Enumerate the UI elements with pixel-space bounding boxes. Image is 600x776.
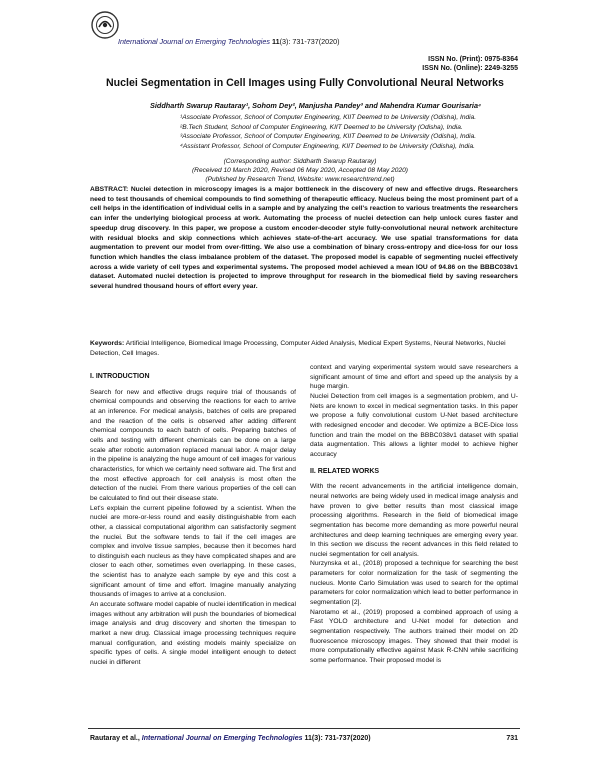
abstract: ABSTRACT: Nuclei detection in microscopy images is a major bottleneck in the discovery of new and effective drugs. Researchers need to test thousands of chemical compounds to find something of therapeutic efficacy. Nucleus being the most prominent part of a cell helps in the identification of individual cells in a sample and by analyzing the cell's reaction to various treatments the researchers can infer the underlying biological process at work. Automating the process of nuclei detection can help unlock cures faster and speedup drug discovery. In this paper, we propose a custom encoder-decoder style fully-convolutional neural network architecture with residual blocks and skip connections which achieves state-of-the-art accuracy. We use spatial transformations for data augmentation to prevent our model from over-fitting. We also use a combination of binary cross-entropy and dice-loss for our loss function which handles the class imbalance problem of the dataset. The proposed model is capable of segmenting nuclei effectively across a wide variety of cell types and experimental systems. The proposed model achieved a mean IOU of 94.86 on the BBBC038v1 dataset. Automated nuclei detection is projected to improve throughput for research in the biomedical field by saving researchers several hundred thousand hours of effort every year. <box>90 186 518 291</box>
left-column <box>90 372 296 668</box>
footer-divider <box>88 728 520 729</box>
paragraph: Nuclei Detection from cell images is a segmentation problem, and U-Nets are known to excel in medical segmentation tasks. In this paper we propose a fully convolutional custom U-Net based architecture with redesigned encoder and decoder. We optimize a BCE-Dice loss function and train the model on the BBBC038v1 dataset with spatial data augmentation. This allows a lighter model to achieve higher accuracy <box>310 392 518 458</box>
paragraph: Narotamo et al., (2019) proposed a combined approach of using a Fast YOLO architecture and U-Net model for detection and segmentation respectively. The authors trained their model on 2D fluorescence microscopy images. They showed that their model is more computationally effective against Mask R-CNN while sacrificing some performance. Their proposed model is <box>310 608 518 665</box>
paragraph: Nurzynska et al., (2018) proposed a technique for searching the best parameters for color normalization for the task of segmenting the nucleus. Monte Carlo Simulation was used to search for the optimal parameters for color normalization which lead to better performance in segmentation [2]. <box>310 560 518 607</box>
affiliation-2: ²B.Tech Student, School of Computer Engineering, KIIT Deemed to be University (Odisha), India. <box>180 123 463 131</box>
keywords-label: Keywords: <box>90 340 125 347</box>
correspondence-block <box>150 157 450 184</box>
footer-journal: International Journal on Emerging Technologies <box>141 735 303 742</box>
publisher-line: (Published by Research Trend, Website: www.researchtrend.net) <box>205 176 395 183</box>
paragraph: Let's explain the current pipeline followed by a scientist. When the nuclei are more-or-less round and easily distinguishable from each other, a classical computational algorithm can satisfactorily segment the nuclei. But the software tends to fail if the cell images are complex and involve tissue samples, because then it becomes hard to distinguish each nucleus as they have complicated shapes and are closer to each other, sometimes even overlapping. In these cases, the scientist has to analyze each sample by eye and this cost a significant amount of time and effort. Imagine manually analyzing thousands of images to arrive at a conclusion. <box>90 504 296 599</box>
affiliation-4: ⁴Assistant Professor, School of Computer Engineering, KIIT Deemed to be University (Odisha), India. <box>180 142 475 150</box>
issn-online: ISSN No. (Online): 2249-3255 <box>422 65 518 72</box>
author-list: Siddharth Swarup Rautaray¹, Sohom Dey², Manjusha Pandey³ and Mahendra Kumar Gourisaria⁴ <box>150 101 482 110</box>
footer-volume-pages: 11(3): 731-737(2020) <box>304 735 371 742</box>
paragraph: An accurate software model capable of nuclei identification in medical images without any arbitration will push the boundaries of biomedical image analysis and drug discovery and shorten the timespan to market a new drug. Classical image processing techniques require manual configuration, and existing models mainly specialize on specific types of cells. A single model intelligent enough to detect nuclei in different <box>90 601 296 667</box>
issn-block <box>422 55 518 73</box>
journal-name: International Journal on Emerging Technologies <box>118 37 270 46</box>
journal-citation <box>118 37 340 46</box>
issn-print: ISSN No. (Print): 0975-8364 <box>428 56 518 63</box>
corresponding-author: (Corresponding author: Siddharth Swarup Rautaray) <box>223 158 377 165</box>
page-number: 731 <box>506 735 518 742</box>
journal-issue-pages: (3): 731-737(2020) <box>279 37 340 46</box>
keywords <box>90 339 518 358</box>
section-heading-introduction: I. INTRODUCTION <box>90 373 150 380</box>
affiliation-3: ³Associate Professor, School of Computer Engineering, KIIT Deemed to be University (Odisha), India. <box>180 133 477 140</box>
paper-title: Nuclei Segmentation in Cell Images using Fully Convolutional Neural Networks <box>106 77 504 89</box>
received-dates: (Received 10 March 2020, Revised 06 May 2020, Accepted 08 May 2020) <box>191 167 408 174</box>
right-column <box>310 363 518 666</box>
affiliation-1: ¹Associate Professor, School of Computer Engineering, KIIT Deemed to be University (Odisha), India. <box>180 114 477 121</box>
journal-logo-icon <box>90 10 120 40</box>
section-heading-related-works: II. RELATED WORKS <box>310 467 380 475</box>
paragraph: With the recent advancements in the artificial intelligence domain, neural networks are being widely used in medical image analysis and have proven to give better results than most classical image processing algorithms. Research in the field of biomedical image segmentation has become more demanding as more powerful neural architectures and deep learning techniques are emerging every year. In this section we discuss the recent advances in this field related to nuclei segmentation for cell analysis. <box>310 483 518 558</box>
paragraph: context and varying experimental system would save researchers a significant amount of time and effort and speed up the analysis by a huge margin. <box>310 364 518 391</box>
journal-volume: 11 <box>271 37 280 46</box>
affiliations <box>180 113 476 151</box>
page-footer <box>90 735 518 742</box>
keywords-text: Artificial Intelligence, Biomedical Image Processing, Computer Aided Analysis, Medical Expert Systems, Neural Networks, Nuclei Detection, Cell Images. <box>90 340 506 357</box>
journal-header <box>90 10 520 50</box>
paragraph: Search for new and effective drugs require trial of thousands of chemical compounds and observing the reactions for each to arrive at an inference. For medical analysis, batches of cells are prepared and the reaction of the cells is observed after adding different chemical compounds to each batch of cells. Preparing batches of cells and testing with different chemicals can be done on a large scale after robotic automation replaced manual labor. A major delay in the pipeline is analyzing the huge amount of cell images for various characteristics, for which we certainly need software aid. The first and the most effective approach for cell analysis is most often the detection of the nuclei. From there various properties of the cell can be calculated to find out their disease state. <box>90 388 296 502</box>
footer-authors: Rautaray et al., <box>90 735 140 742</box>
